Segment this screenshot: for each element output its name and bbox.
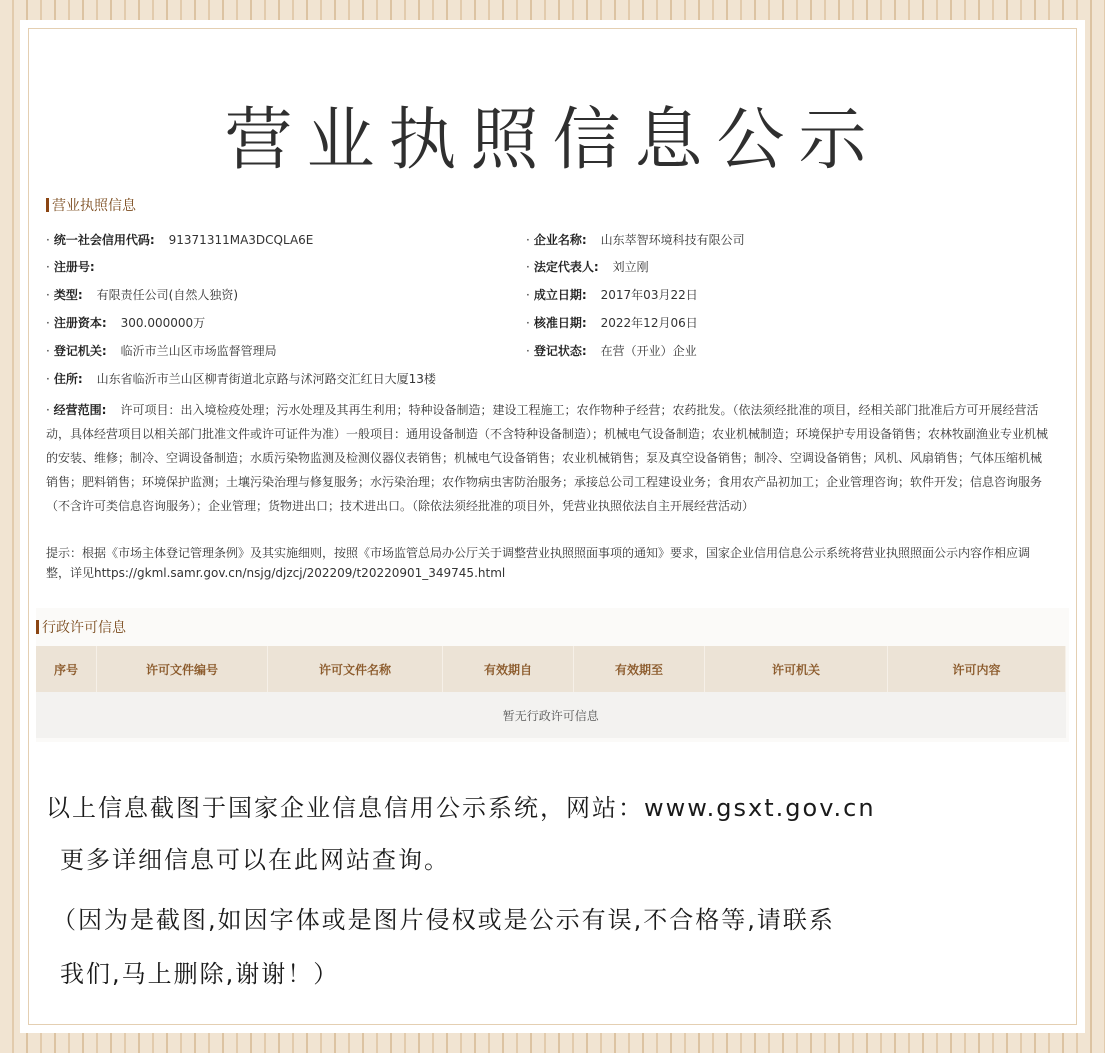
permit-table [36,646,1066,738]
col-header: 许可文件编号 [97,646,268,692]
col-header: 有效期自 [443,646,574,692]
field-reg-no: · 注册号: [46,260,95,274]
col-header: 有效期至 [574,646,705,692]
field-credit-code: · 统一社会信用代码: 91371311MA3DCQLA6E [46,233,314,247]
field-authority: · 登记机关: 临沂市兰山区市场监督管理局 [46,344,277,358]
license-section-title: 营业执照信息 [52,198,136,214]
field-status: · 登记状态: 在营（开业）企业 [526,344,697,358]
footer-line-3: （因为是截图,如因字体或是图片侵权或是公示有误,不合格等,请联系 [52,906,835,934]
permit-section-header [36,617,126,637]
business-scope: · 经营范围: 许可项目：出入境检疫处理；污水处理及其再生利用；特种设备制造；建设工程施工；农作物种子经营；农药批发。（依法须经批准的项目，经相关部门批准后方可开展经营活动，具体经营项目以相关部门批准文件或许可证件为准）一般项目：通用设备制造（不含特种设备制造）；机械电气设备制造；农业机械制造；环境保护专用设备销售；农林牧副渔业专业机械的安装、维修；制冷、空调设备制造；水质污染物监测及检测仪器仪表销售；机械电气设备销售；农业机械销售；泵及真空设备销售；制冷、空调设备销售；风机、风扇销售；气体压缩机械销售；肥料销售；环境保护监测；土壤污染治理与修复服务；水污染治理；农作物病虫害防治服务；承接总公司工程建设业务；食用农产品初加工；企业管理咨询；软件开发；信息咨询服务（不含许可类信息咨询服务）；企业管理；货物进出口；技术进出口。（除依法须经批准的项目外，凭营业执照依法自主开展经营活动） [46,403,1049,513]
license-section-header [46,195,136,215]
col-header: 序号 [36,646,97,692]
section-bar-icon [46,198,49,212]
field-company-name: · 企业名称: 山东萃智环境科技有限公司 [526,233,745,247]
field-approved: · 核准日期: 2022年12月06日 [526,316,698,330]
page-title: 营业执照信息公示 [224,101,881,180]
footer-line-4: 我们,马上删除,谢谢！） [60,960,340,988]
field-capital: · 注册资本: 300.000000万 [46,316,206,330]
footer-line-2: 更多详细信息可以在此网站查询。 [60,846,450,874]
field-legal-rep: · 法定代表人: 刘立刚 [526,260,649,274]
notice-text: 提示：根据《市场主体登记管理条例》及其实施细则，按照《市场监管总局办公厅关于调整营业执照照面事项的通知》要求，国家企业信用信息公示系统将营业执照照面公示内容作相应调整，详见https://gkml.samr.gov.cn/nsjg/djzcj/202209/t20220901_349745.html [46,546,1031,580]
col-header: 许可机关 [705,646,888,692]
document-body [36,36,1069,1017]
col-header: 许可内容 [888,646,1066,692]
empty-table-message: 暂无行政许可信息 [36,692,1066,738]
col-header: 许可文件名称 [268,646,443,692]
table-row [36,692,1066,738]
business-scope-text: 许可项目：出入境检疫处理；污水处理及其再生利用；特种设备制造；建设工程施工；农作物种子经营；农药批发。（依法须经批准的项目，经相关部门批准后方可开展经营活动，具体经营项目以相关部门批准文件或许可证件为准）一般项目：通用设备制造（不含特种设备制造）；机械电气设备制造；农业机械制造；环境保护专用设备销售；农林牧副渔业专业机械的安装、维修；制冷、空调设备制造；水质污染物监测及检测仪器仪表销售；机械电气设备销售；农业机械销售；泵及真空设备销售；制冷、空调设备销售；风机、风扇销售；气体压缩机械销售；肥料销售；环境保护监测；土壤污染治理与修复服务；水污染治理；农作物病虫害防治服务；承接总公司工程建设业务；食用农产品初加工；企业管理咨询；软件开发；信息咨询服务（不含许可类信息咨询服务）；企业管理；货物进出口；技术进出口。（除依法须经批准的项目外，凭营业执照依法自主开展经营活动） [46,403,1049,513]
footer-line-1: 以上信息截图于国家企业信息信用公示系统，网站：www.gsxt.gov.cn [46,794,876,822]
table-header-row [36,646,1066,692]
field-established: · 成立日期: 2017年03月22日 [526,288,698,302]
section-bar-icon [36,620,39,634]
field-type: · 类型: 有限责任公司(自然人独资) [46,288,239,302]
field-address: · 住所: 山东省临沂市兰山区柳青街道北京路与沭河路交汇红日大厦13楼 [46,372,436,386]
permit-section-title: 行政许可信息 [42,620,126,636]
